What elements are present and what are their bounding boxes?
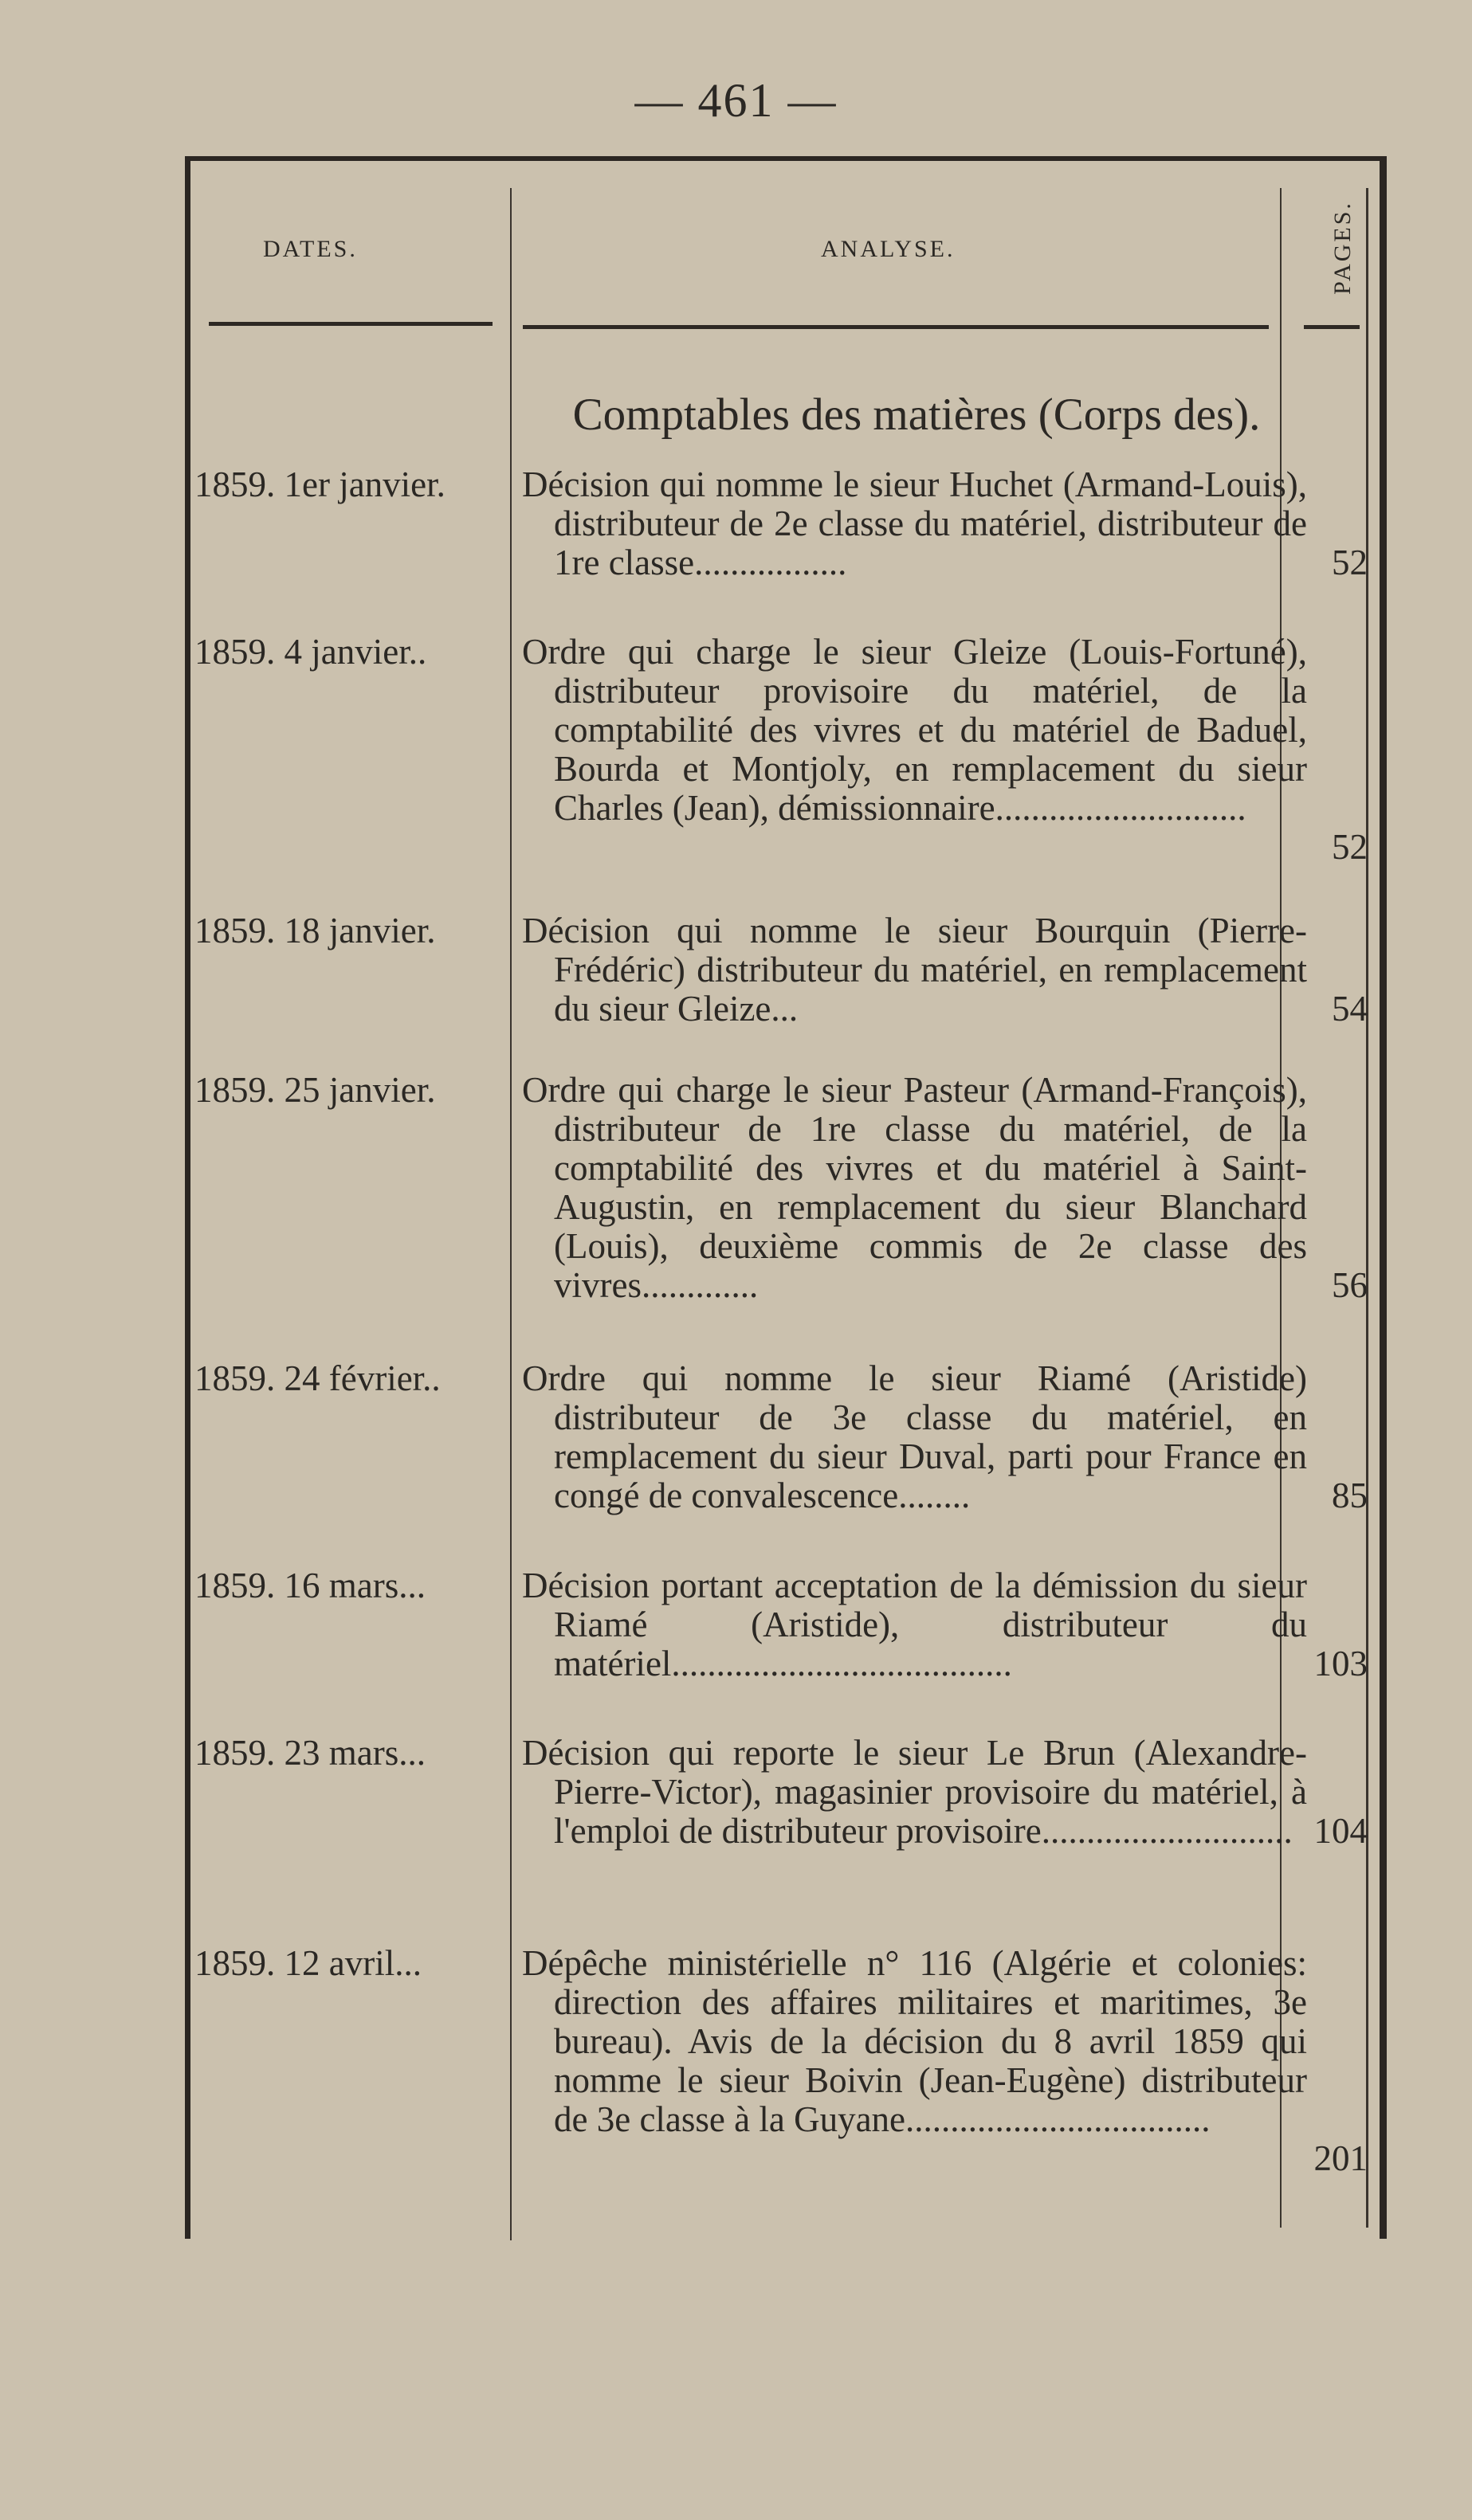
entry-analysis: Décision qui reporte le sieur Le Brun (Alexandre-Pierre-Victor), magasinier provisoire du matériel, à l'emploi de distributeur provisoire............................ — [522, 1733, 1307, 1851]
entry-analysis: Dépêche ministérielle n° 116 (Algérie et colonies: direction des affaires militaires et maritimes, 3e bureau). Avis de la décision du 8 avril 1859 qui nomme le sieur Boivin (Jean-Eugène) distributeur de 3e classe à la Guyane.................................. — [522, 1943, 1307, 2139]
entry-date: 1859. 12 avril... — [194, 1943, 422, 1983]
entry-analysis: Ordre qui nomme le sieur Riamé (Aristide) distributeur de 3e classe du matériel, en remplacement du sieur Duval, parti pour France en congé de convalescence........ — [522, 1358, 1307, 1515]
header-rule-analysis — [523, 325, 1269, 329]
header-rule-pages — [1304, 325, 1360, 329]
header-rule-dates — [209, 322, 493, 326]
entry-date: 1859. 25 janvier. — [194, 1070, 436, 1110]
entry-analysis: Ordre qui charge le sieur Pasteur (Armand-François), distributeur de 1re classe du matériel, de la comptabilité des vivres et du matériel à Saint-Augustin, en remplacement du sieur Blanchard (Louis), deuxième commis de 2e classe des vivres............. — [522, 1070, 1307, 1305]
entry-date: 1859. 1er janvier. — [194, 464, 446, 504]
column-divider-pages — [1366, 188, 1368, 2228]
entry-date: 1859. 16 mars... — [194, 1566, 426, 1605]
entry-date: 1859. 18 janvier. — [194, 911, 436, 950]
entry-analysis: Décision portant acceptation de la démission du sieur Riamé (Aristide), distributeur du matériel...................................... — [522, 1566, 1307, 1683]
entry-analysis: Décision qui nomme le sieur Bourquin (Pierre-Frédéric) distributeur du matériel, en remplacement du sieur Gleize... — [522, 911, 1307, 1029]
entry-date: 1859. 23 mars... — [194, 1733, 426, 1773]
entry-analysis: Décision qui nomme le sieur Huchet (Armand-Louis), distributeur de 2e classe du matériel, distributeur de 1re classe................. — [522, 464, 1307, 582]
header-analysis: ANALYSE. — [821, 236, 956, 262]
section-title: Comptables des matières (Corps des). — [572, 390, 1261, 440]
entry-page: 201 — [1313, 2138, 1368, 2178]
entry-page: 52 — [1332, 827, 1368, 867]
header-dates: DATES. — [263, 236, 358, 262]
entry-analysis: Ordre qui charge le sieur Gleize (Louis-Fortuné), distributeur provisoire du matériel, de la comptabilité des vivres et du matériel de Baduel, Bourda et Montjoly, en remplacement du sieur Charles (Jean), démissionnaire............................ — [522, 632, 1307, 828]
entry-page: 54 — [1332, 989, 1368, 1029]
entry-page: 104 — [1313, 1811, 1368, 1851]
entry-date: 1859. 24 février.. — [194, 1358, 441, 1398]
header-pages: PAGES. — [1329, 201, 1356, 295]
entry-page: 103 — [1313, 1644, 1368, 1683]
page-number: — 461 — — [634, 74, 838, 127]
entry-page: 56 — [1332, 1265, 1368, 1305]
column-divider-dates — [510, 188, 512, 2240]
entry-page: 85 — [1332, 1476, 1368, 1515]
entry-date: 1859. 4 janvier.. — [194, 632, 427, 672]
entry-page: 52 — [1332, 543, 1368, 582]
